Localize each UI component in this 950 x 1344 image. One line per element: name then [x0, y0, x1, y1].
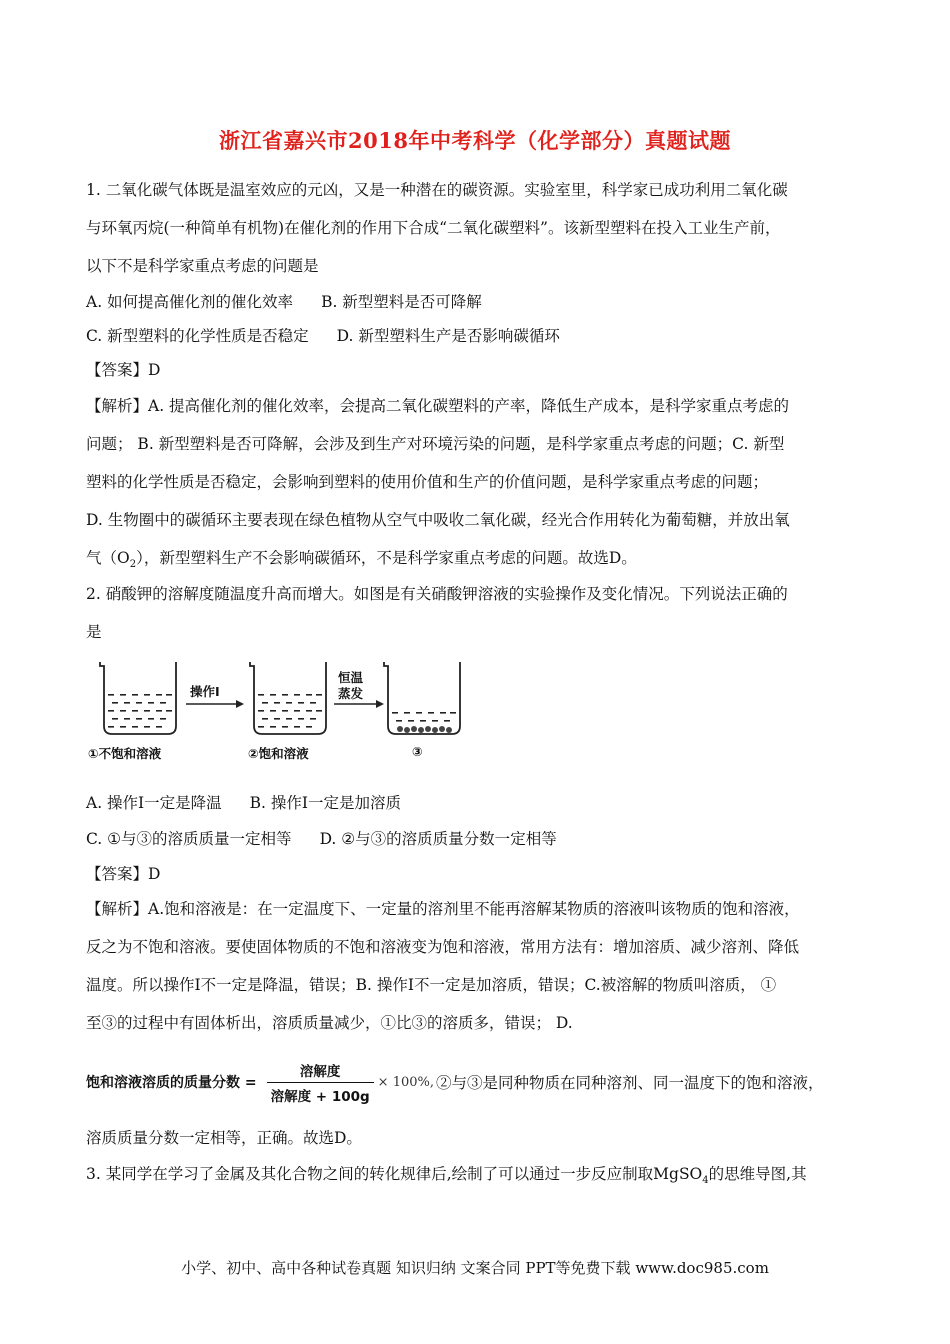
- q1-options-cd: [86, 326, 560, 346]
- q2-explanation-line3: 温度。所以操作Ⅰ不一定是降温，错误；B. 操作Ⅰ不一定是加溶质，错误；C.被溶解的物质叫溶质， ①: [86, 976, 777, 994]
- q1-stem-line1: 1. 二氧化碳气体既是温室效应的元凶，又是一种潜在的碳资源。实验室里，科学家已成功利用二氧化碳: [86, 181, 788, 199]
- q1-explanation-line4: D. 生物圈中的碳循环主要表现在绿色植物从空气中吸收二氧化碳，经光合作用转化为葡萄糖，并放出氧: [86, 511, 790, 529]
- page-footer: 小学、初中、高中各种试卷真题 知识归纳 文案合同 PPT等免费下载 www.doc985.com: [181, 1259, 769, 1277]
- formula-times: × 100%,: [377, 1074, 434, 1090]
- beaker-3-label: ③: [412, 744, 423, 759]
- evaporation-label-2: 蒸发: [338, 686, 364, 701]
- q1-exp5-subscript: 2: [129, 559, 137, 571]
- q3-part1: 3. 某同学在学习了金属及其化合物之间的转化规律后,绘制了可以通过一步反应制取MgSO: [86, 1165, 703, 1183]
- q1-exp5-part1: 气（O: [86, 549, 130, 567]
- q1-stem-line3: 以下不是科学家重点考虑的问题是: [86, 257, 319, 275]
- q1-explanation-line2: 问题； B. 新型塑料是否可降解，会涉及到生产对环境污染的问题，是科学家重点考虑的问题；C. 新型: [86, 435, 785, 453]
- q3-part2: 的思维导图,其: [708, 1165, 807, 1183]
- beaker-figure: [86, 658, 466, 772]
- q2-explanation-line4: 至③的过程中有固体析出，溶质质量减少，①比③的溶质多，错误； D.: [86, 1014, 573, 1032]
- crystals: [397, 726, 452, 733]
- q2-answer: 【答案】D: [86, 865, 161, 883]
- q1-option-d: D. 新型塑料生产是否影响碳循环: [336, 327, 560, 345]
- q2-options-ab: [86, 793, 401, 813]
- mass-fraction-formula: [86, 1054, 824, 1110]
- q1-explanation-line1: 【解析】A. 提高催化剂的催化效率，会提高二氧化碳塑料的产率，降低生产成本，是科学家重点考虑的: [86, 397, 790, 415]
- q2-stem-line1: 2. 硝酸钾的溶解度随温度升高而增大。如图是有关硝酸钾溶液的实验操作及变化情况。下列说法正确的: [86, 585, 788, 603]
- q1-option-b: B. 新型塑料是否可降解: [321, 293, 482, 311]
- page-title: 浙江省嘉兴市2018年中考科学（化学部分）真题试题: [219, 128, 731, 153]
- q2-option-a: A. 操作Ⅰ一定是降温: [86, 794, 222, 812]
- q3-subscript: 4: [702, 1175, 709, 1187]
- q1-option-a: A. 如何提高催化剂的催化效率: [86, 293, 294, 311]
- q1-stem-line2: 与环氧丙烷(一种简单有机物)在催化剂的作用下合成“二氧化碳塑料”。该新型塑料在投入工业生产前，: [86, 219, 781, 237]
- formula-after-text: ②与③是同种物质在同种溶剂、同一温度下的饱和溶液，: [436, 1074, 824, 1092]
- q2-explanation-line1: 【解析】A.饱和溶液是：在一定温度下、一定量的溶剂里不能再溶解某物质的溶液叫该物质的饱和溶液，: [86, 900, 800, 918]
- formula-numerator: 溶解度: [299, 1063, 341, 1080]
- q2-option-c: C. ①与③的溶质质量一定相等: [86, 830, 292, 848]
- q1-options-ab: [86, 292, 482, 312]
- q1-answer: 【答案】D: [86, 361, 161, 379]
- q2-option-b: B. 操作Ⅰ一定是加溶质: [249, 794, 402, 812]
- beaker-1-label: ①不饱和溶液: [88, 746, 162, 761]
- q1-explanation-line3: 塑料的化学性质是否稳定，会影响到塑料的使用价值和生产的价值问题，是科学家重点考虑的问题；: [86, 473, 769, 491]
- beaker-2-label: ②饱和溶液: [248, 746, 309, 761]
- q2-stem-line2: 是: [86, 623, 102, 641]
- beaker-2: [250, 662, 326, 734]
- q2-explanation-line2: 反之为不饱和溶液。要使固体物质的不饱和溶液变为饱和溶液，常用方法有：增加溶质、减少溶剂、降低: [86, 938, 800, 956]
- q1-exp5-part2: ），新型塑料生产不会影响碳循环，不是科学家重点考虑的问题。故选D。: [136, 549, 637, 567]
- q2-options-cd: [86, 829, 557, 849]
- formula-left: 饱和溶液溶质的质量分数 =: [86, 1075, 257, 1091]
- beaker-3: [384, 662, 460, 734]
- arrow-operation-1: [186, 700, 244, 708]
- q1-explanation-line5: [86, 548, 637, 575]
- operation-1-label: 操作Ⅰ: [190, 684, 220, 699]
- q2-explanation-line5: 溶质质量分数一定相等，正确。故选D。: [86, 1129, 362, 1147]
- beaker-1: [100, 662, 176, 734]
- evaporation-label-1: 恒温: [338, 670, 364, 685]
- formula-fraction: [267, 1060, 374, 1105]
- q3-stem-line1: [86, 1164, 807, 1191]
- q1-option-c: C. 新型塑料的化学性质是否稳定: [86, 327, 309, 345]
- formula-denominator: 溶解度 + 100g: [267, 1082, 374, 1105]
- q2-option-d: D. ②与③的溶质质量分数一定相等: [319, 830, 557, 848]
